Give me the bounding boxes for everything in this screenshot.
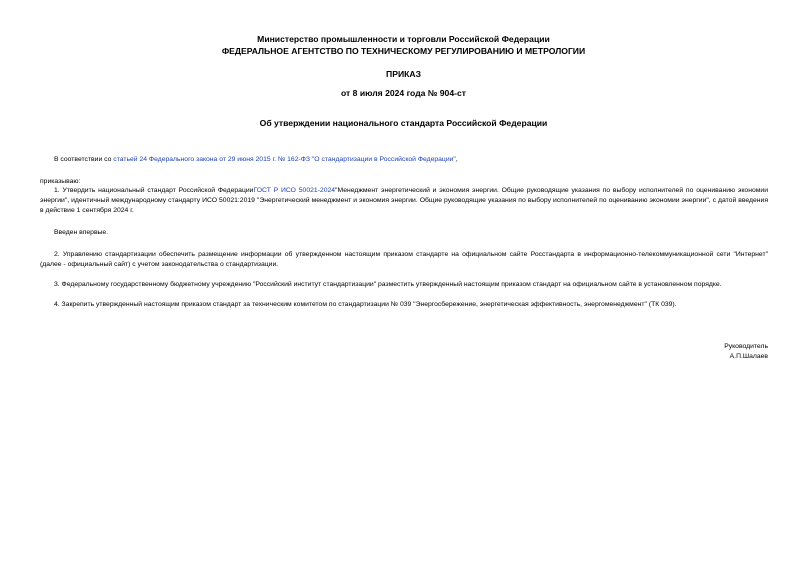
document-type: ПРИКАЗ [386,69,421,79]
item-1-paragraph [40,186,768,216]
agency-name: ФЕДЕРАЛЬНОЕ АГЕНТСТВО ПО ТЕХНИЧЕСКОМУ РЕГУЛИРОВАНИЮ И МЕТРОЛОГИИ [221,46,586,56]
federal-law-link[interactable]: статьей 24 Федерального закона от 29 июня 2015 г. № 162-ФЗ "О стандартизации в Российской Федерации" [113,156,456,163]
item-1-suffix: "Менеджмент энергетический и экономия энергии. Общие руководящие указания по выбору исполнителей по оцениванию экономии энергии", идентичный международному стандарту ИСО 50021:2019 "Энергетический менеджмент и экономия энергии. Общие руководящие указания по выбору исполнителей по оцениванию экономии энергии", с датой введения в действие 1 сентября 2024 г. [40,187,768,214]
document-date-number: от 8 июля 2024 года № 904-ст [341,88,466,98]
item-3-paragraph: 3. Федеральному государственному бюджетному учреждению "Российский институт стандартизации" разместить утвержденный настоящим приказом стандарт на официальном сайте в установленном порядке. [54,281,722,288]
signature-title: Руководитель [724,343,768,350]
signature-name: А.П.Шалаев [729,353,768,360]
preamble-paragraph [40,155,768,165]
preamble-prefix: В соответствии со [54,156,114,163]
order-word: приказываю: [40,178,81,185]
introduced-note: Введен впервые. [54,229,109,236]
document-subject: Об утверждении национального стандарта Российской Федерации [259,118,548,128]
preamble-suffix: , [455,156,458,163]
gost-standard-link[interactable]: ГОСТ Р ИСО 50021-2024 [253,187,336,194]
ministry-name: Министерство промышленности и торговли Российской Федерации [257,34,550,44]
item-4-paragraph: 4. Закрепить утвержденный настоящим приказом стандарт за техническим комитетом по стандартизации № 039 "Энергосбережение, энергетическая эффективность, энергоменеджмент" (ТК 039). [54,301,677,308]
item-1-prefix: 1. Утвердить национальный стандарт Российской Федерации [54,187,254,194]
item-2-paragraph: 2. Управлению стандартизации обеспечить размещение информации об утвержденном настоящим приказом стандарте на официальном сайте Росстандарта в информационно-телекоммуникационной сети "Интернет" (далее - официальный сайт) с учетом законодательства о стандартизации. [40,251,768,268]
